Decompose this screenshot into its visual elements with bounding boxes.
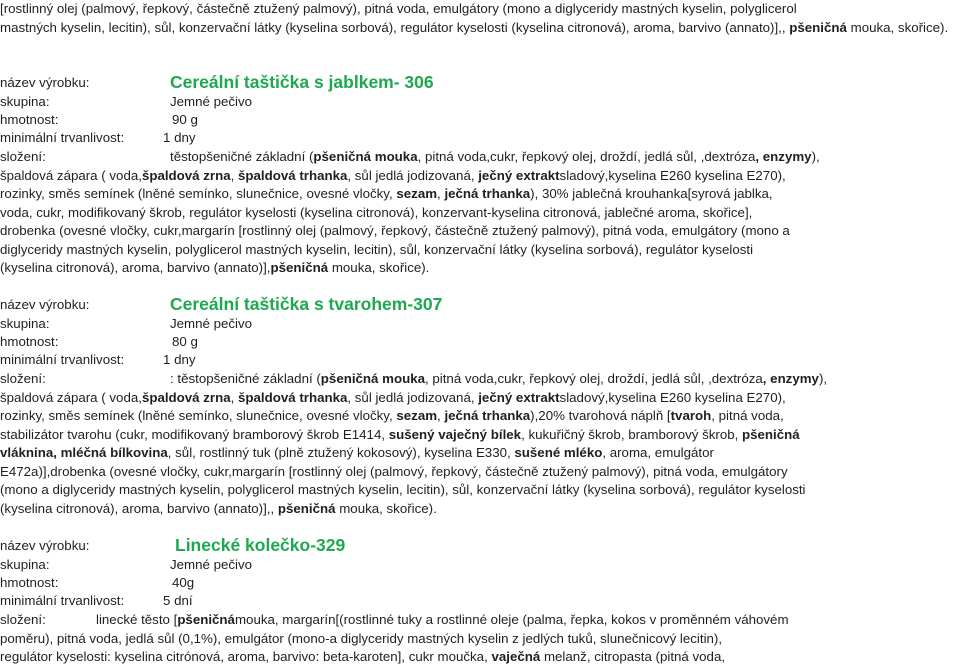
composition-line: vláknina, mléčná bílkovina, sůl, rostlinný tuk (plně ztužený kokosový), kyselina E330, sušené mléko, aroma, emulgátor: [0, 445, 714, 460]
group-label: skupina:: [0, 316, 50, 331]
product-title: Cereální taštička s jablkem- 306: [170, 72, 434, 92]
weight-label: hmotnost:: [0, 334, 59, 349]
weight-label: hmotnost:: [0, 575, 59, 590]
composition-line: regulátor kyselosti: kyselina citrónová, aroma, barvivo: beta-karoten], cukr moučka, vaječná melanž, citropasta (pitná voda,: [0, 649, 726, 664]
group-value: Jemné pečivo: [170, 94, 253, 109]
composition-line: (kyselina citronová), aroma, barvivo (annato)],, pšeničná mouka, skořice).: [0, 501, 437, 516]
group-label: skupina:: [0, 94, 50, 109]
composition-line: špaldová zápara ( voda,špaldová zrna, špaldová trhanka, sůl jedlá jodizovaná, ječný extraktsladový,kyselina E260 kyselina E270),: [0, 390, 786, 405]
composition-line: rozinky, směs semínek (lněné semínko, slunečnice, ovesné vločky, sezam, ječná trhanka),20% tvarohová náplň [tvaroh, pitná voda,: [0, 408, 784, 423]
product-title: Linecké kolečko-329: [175, 535, 346, 555]
group-value: Jemné pečivo: [170, 557, 253, 572]
weight-label: hmotnost:: [0, 112, 59, 127]
composition-label: složení:: [0, 612, 46, 627]
composition-line: diglyceridy mastných kyselin, polyglicerol mastných kyselin, lecitin), sůl, konzervační látky (kyselina sorbová), regulátor kyselosti: [0, 242, 754, 257]
composition-label: složení:: [0, 149, 46, 164]
composition-line: těstopšeničné základní (pšeničná mouka, pitná voda,cukr, řepkový olej, droždí, jedlá sůl, ,dextróza, enzymy),: [170, 149, 820, 164]
group-label: skupina:: [0, 557, 50, 572]
composition-line: voda, cukr, modifikovaný škrob, regulátor kyselosti (kyselina citronová), konzervant-kyselina citronová, jablečné aroma, skořice],: [0, 205, 753, 220]
name-label: název výrobku:: [0, 75, 90, 90]
shelf-label: minimální trvanlivost:: [0, 130, 125, 145]
group-value: Jemné pečivo: [170, 316, 253, 331]
composition-line: (mono a diglyceridy mastných kyselin, polyglicerol mastných kyselin, lecitin), sůl, konzervační látky (kyselina sorbová), regulátor kyselosti: [0, 482, 806, 497]
composition-line: poměru), pitná voda, jedlá sůl (0,1%), emulgátor (mono-a diglyceridy mastných kyselin z jedlých tuků, slunečnicový lecitin),: [0, 631, 723, 646]
name-label: název výrobku:: [0, 297, 90, 312]
weight-value: 90 g: [172, 112, 198, 127]
composition-line: stabilizátor tvarohu (cukr, modifikovaný bramborový škrob E1414, sušený vaječný bílek, kukuřičný škrob, bramborový škrob, pšeničná: [0, 427, 800, 442]
composition-line: rozinky, směs semínek (lněné semínko, slunečnice, ovesné vločky, sezam, ječná trhanka), 30% jablečná krouhanka[syrová jablka,: [0, 186, 773, 201]
shelf-value: 5 dní: [163, 593, 193, 608]
composition-label: složení:: [0, 371, 46, 386]
composition-line: E472a)],drobenka (ovesné vločky, cukr,margarín [rostlinný olej (palmový, řepkový, částečně ztužený palmový), pitná voda, emulgátory: [0, 464, 788, 479]
composition-line: drobenka (ovesné vločky, cukr,margarín [rostlinný olej (palmový, řepkový, částečně ztužený palmový), pitná voda, emulgátory (mono a: [0, 223, 790, 238]
intro-line-2: mastných kyselin, lecitin), sůl, konzervační látky (kyselina sorbová), regulátor kyselosti (kyselina citronová), aroma, barvivo (annato)],, pšeničná mouka, skořice).: [0, 20, 949, 35]
product-title: Cereální taštička s tvarohem-307: [170, 294, 443, 314]
shelf-value: 1 dny: [163, 130, 196, 145]
shelf-label: minimální trvanlivost:: [0, 352, 125, 367]
composition-line: špaldová zápara ( voda,špaldová zrna, špaldová trhanka, sůl jedlá jodizovaná, ječný extraktsladový,kyselina E260 kyselina E270),: [0, 168, 786, 183]
intro-line-1: [rostlinný olej (palmový, řepkový, částečně ztužený palmový), pitná voda, emulgátory (mono a diglyceridy mastných kyselin, polyglicerol: [0, 1, 797, 16]
name-label: název výrobku:: [0, 538, 90, 553]
weight-value: 40g: [172, 575, 195, 590]
weight-value: 80 g: [172, 334, 198, 349]
composition-line: : těstopšeničné základní (pšeničná mouka, pitná voda,cukr, řepkový olej, droždí, jedlá sůl, ,dextróza, enzymy),: [170, 371, 828, 386]
composition-line: linecké těsto [pšeničnámouka, margarín[(rostlinné tuky a rostlinné oleje (palma, řepka, kokos v proměnném váhovém: [96, 612, 789, 627]
shelf-value: 1 dny: [163, 352, 196, 367]
shelf-label: minimální trvanlivost:: [0, 593, 125, 608]
composition-line: (kyselina citronová), aroma, barvivo (annato)],pšeničná mouka, skořice).: [0, 260, 430, 275]
